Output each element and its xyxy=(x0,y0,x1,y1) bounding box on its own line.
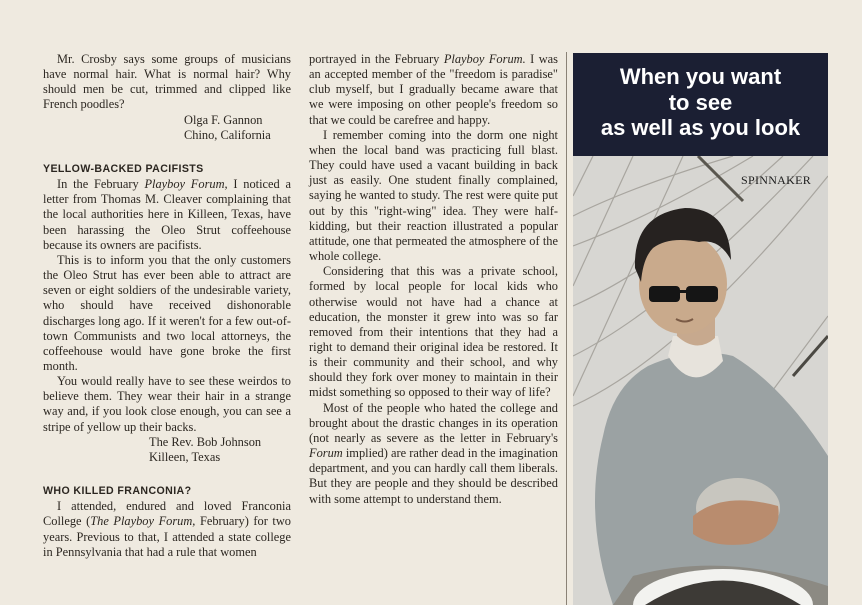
column-left xyxy=(43,52,291,560)
signature-name: Olga F. Gannon xyxy=(184,112,263,127)
column-middle xyxy=(309,52,558,507)
letter-paragraph: portrayed in the February Playboy Forum. I was an accepted member of the "freedom is paradise" club myself, but I gradually became aware that we were imposing on other people's freedom so that we could be carefree and happy. xyxy=(309,52,559,127)
letter-paragraph: I remember coming into the dorm one night when the local band was practicing full blast. They could have used a vacant building in back just as easily. One student finally complained, saying he wanted to study. The rest were quite put out by this "right-wing" idea. They were half-kidding, but their reaction illustrated a popular attitude, one that permeated the atmosphere of the whole college. xyxy=(309,127,558,264)
section-heading: YELLOW-BACKED PACIFISTS xyxy=(43,162,204,175)
letter-paragraph: This is to inform you that the only customers the Oleo Strut has ever been able to attract are seven or eight soldiers of the undesirable variety, who should have received dishonorable discharges long ago. If it weren't for a few out-of-town Communists and two local attorneys, the coffeehouse would have gone broke the first month. xyxy=(43,252,291,373)
signature-name: The Rev. Bob Johnson xyxy=(149,434,262,449)
letter-paragraph: In the February Playboy Forum, I noticed a letter from Thomas M. Cleaver complaining that the local authorities here in Killeen, Texas, have been harassing the Oleo Strut coffeehouse because its owners are pacifists. xyxy=(43,177,291,252)
letter-paragraph: Considering that this was a private school, formed by local people for local kids who otherwise would not have had a chance at education, the monster it grew into was so far removed from their intentions that they had a right to demand their original idea be restored. It is their community and their school, and why should they fork over money to maintain in their midst something so opposed to their way of life? xyxy=(309,264,558,400)
ad-photo xyxy=(573,156,828,605)
brand-name: SPINNAKER xyxy=(741,173,812,187)
letter-paragraph: I attended, endured and loved Franconia College (The Playboy Forum, February) for two years. Previous to that, I attended a state college in Pennsylvania that had a rule that women xyxy=(43,499,292,559)
letter-paragraph: Most of the people who hated the college and brought about the drastic changes in its operation (not nearly as severe as the letter in February's Forum implied) are rather dead in the imagination department, and you can hardly call them liberals. But they are people and they should be described with some attempt to understand them. xyxy=(309,400,558,506)
section-heading: WHO KILLED FRANCONIA? xyxy=(43,485,192,498)
signature-place: Chino, California xyxy=(184,127,271,142)
column-divider xyxy=(566,52,567,605)
sunglasses-advertisement xyxy=(573,53,828,605)
signature-place: Killeen, Texas xyxy=(149,449,221,464)
letter-paragraph: Mr. Crosby says some groups of musicians have normal hair. What is normal hair? Why should men be cut, trimmed and clipped like French poodles? xyxy=(43,52,291,112)
ad-headline: When you want to see as well as you look xyxy=(573,53,828,156)
letter-paragraph: You would really have to see these weirdos to believe them. They wear their hair in a strange way and, if you look close enough, you can see a stripe of yellow up their backs. xyxy=(43,374,291,434)
